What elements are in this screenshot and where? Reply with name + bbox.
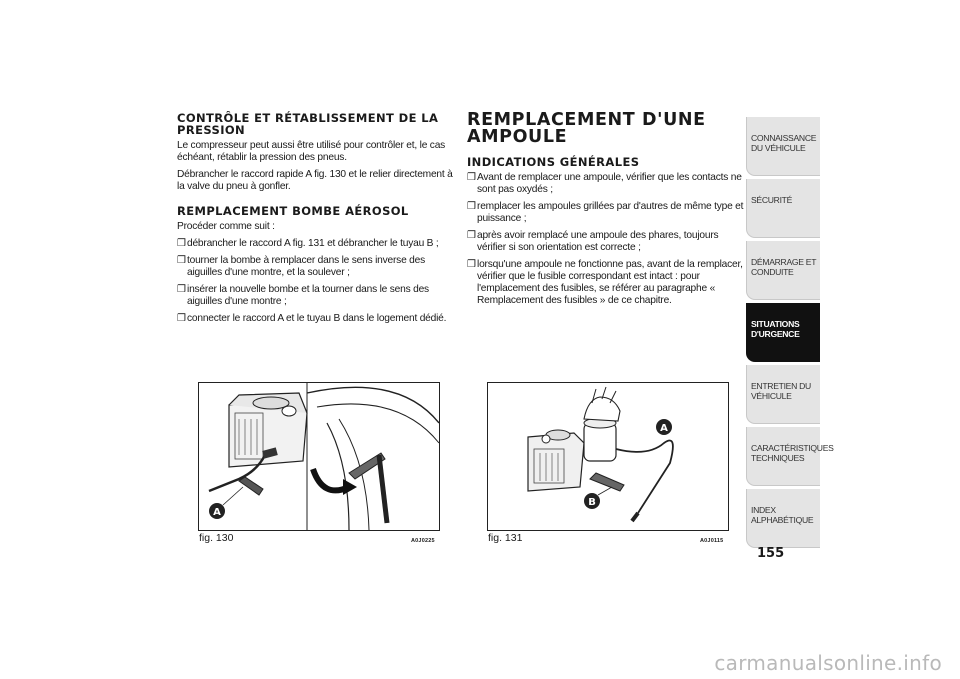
list-item: ❒insérer la nouvelle bombe et la tourner dans le sens des aiguilles d'une montre ;: [177, 284, 429, 307]
callout-b-131: B: [588, 497, 596, 508]
tab-securite[interactable]: SÉCURITÉ: [746, 179, 820, 238]
tab-entretien-vehicule[interactable]: ENTRETIEN DU VÉHICULE: [746, 365, 820, 424]
checkbox-bullet-icon: ❒: [467, 259, 476, 270]
checkbox-bullet-icon: ❒: [177, 313, 186, 324]
heading-indications: INDICATIONS GÉNÉRALES: [467, 155, 640, 169]
list-item: ❒après avoir remplacé une ampoule des phares, toujours vérifier si son orientation est correcte ;: [467, 230, 719, 253]
list-item: ❒débrancher le raccord A fig. 131 et débrancher le tuyau B ;: [177, 238, 439, 249]
checkbox-bullet-icon: ❒: [467, 230, 476, 241]
tab-situations-urgence[interactable]: SITUATIONS D'URGENCE: [746, 303, 820, 362]
list-item: ❒remplacer les ampoules grillées par d'autres de même type et puissance ;: [467, 201, 744, 224]
checkbox-bullet-icon: ❒: [177, 238, 186, 249]
tab-caracteristiques-techniques[interactable]: CARACTÉRISTIQUES TECHNIQUES: [746, 427, 820, 486]
checkbox-bullet-icon: ❒: [467, 201, 476, 212]
checkbox-bullet-icon: ❒: [177, 284, 186, 295]
heading-bombe: REMPLACEMENT BOMBE AÉROSOL: [177, 204, 409, 218]
figure-131-code: A0J0115: [700, 538, 724, 544]
page-number: 155: [757, 546, 785, 561]
checkbox-bullet-icon: ❒: [467, 172, 476, 183]
right-column: [467, 112, 749, 312]
list-item: ❒connecter le raccord A et le tuyau B dans le logement dédié.: [177, 313, 447, 324]
figure-130-caption: fig. 130: [199, 532, 234, 544]
paragraph-proceder: Procéder comme suit :: [177, 221, 275, 232]
tab-index-alphabetique[interactable]: INDEX ALPHABÉTIQUE: [746, 489, 820, 548]
tab-demarrage-conduite[interactable]: DÉMARRAGE ET CONDUITE: [746, 241, 820, 300]
heading-pression: CONTRÔLE ET RÉTABLISSEMENT DE LA PRESSION: [177, 111, 439, 137]
compressor-valve-illustration: [199, 383, 439, 530]
callout-a-130: A: [213, 507, 221, 518]
tab-connaissance-vehicule[interactable]: CONNAISSANCE DU VÉHICULE: [746, 117, 820, 176]
left-column: [177, 112, 459, 330]
compressor-canister-illustration: [488, 383, 728, 530]
heading-ampoule: REMPLACEMENT D'UNE AMPOULE: [467, 110, 706, 147]
callout-a-131: A: [660, 423, 668, 434]
paragraph-compresseur: Le compresseur peut aussi être utilisé pour contrôler et, le cas échéant, rétablir la pression des pneus.: [177, 140, 446, 163]
checkbox-bullet-icon: ❒: [177, 255, 186, 266]
paragraph-raccord: Débrancher le raccord rapide A fig. 130 et le relier directement à la valve du pneu à gonfler.: [177, 169, 453, 192]
list-item: ❒tourner la bombe à remplacer dans le sens inverse des aiguilles d'une montre, et la soulever ;: [177, 255, 425, 278]
list-item: ❒lorsqu'une ampoule ne fonctionne pas, avant de la remplacer, vérifier que le fusible correspondant est intact : pour l'emplacement des fusibles, se référer au paragraphe « Remplacement des fusibles » de ce chapitre.: [467, 259, 743, 306]
watermark: carmanualsonline.info: [714, 651, 942, 675]
figure-131: [487, 382, 729, 531]
list-item: ❒Avant de remplacer une ampoule, vérifier que les contacts ne sont pas oxydés ;: [467, 172, 742, 195]
figure-130-code: A0J0225: [411, 538, 435, 544]
figure-131-caption: fig. 131: [488, 532, 523, 544]
figure-130: [198, 382, 440, 531]
